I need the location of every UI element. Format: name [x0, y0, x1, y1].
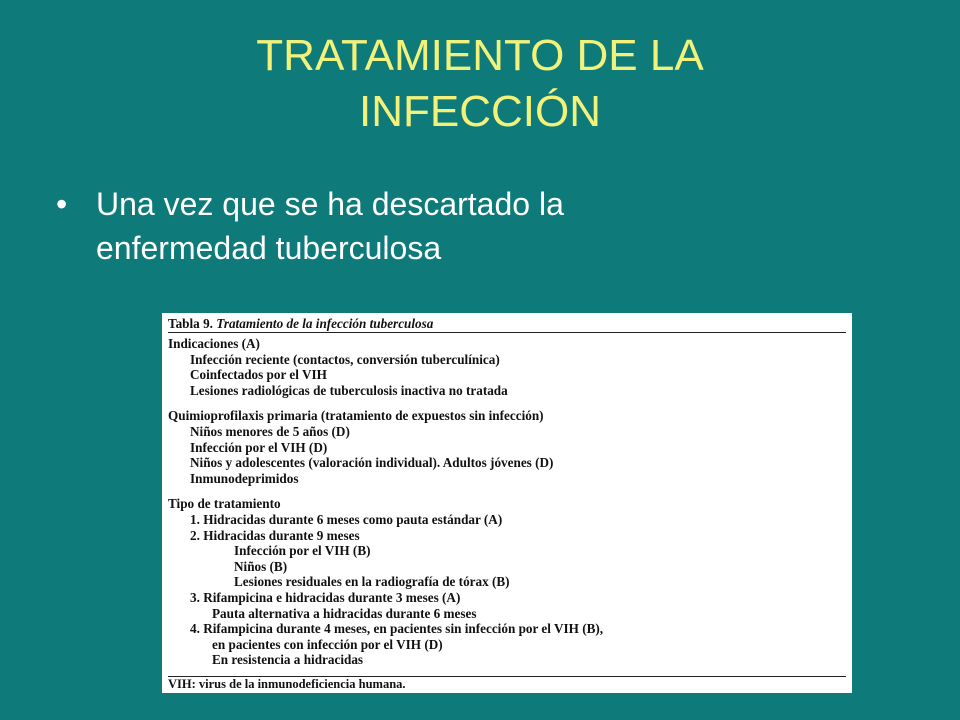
table-caption — [168, 316, 846, 333]
table-row: Lesiones radiológicas de tuberculosis inactiva no tratada — [190, 382, 508, 398]
table-row: Infección reciente (contactos, conversión tuberculínica) — [190, 351, 500, 367]
table-caption-text: Tratamiento de la infección tuberculosa — [216, 316, 434, 331]
table-section-heading: Quimioprofilaxis primaria (tratamiento de expuestos sin infección) — [168, 408, 544, 424]
table-row: Niños menores de 5 años (D) — [190, 423, 350, 439]
table-row: Niños (B) — [234, 558, 288, 574]
bullet-text-line-1: Una vez que se ha descartado la — [96, 186, 564, 222]
bullet-text — [96, 182, 796, 270]
table-row: Infección por el VIH (D) — [190, 439, 328, 455]
table-section-heading: Indicaciones (A) — [168, 336, 260, 351]
slide-title-line-2: INFECCIÓN — [359, 87, 601, 136]
table-row: Niños y adolescentes (valoración individual). Adultos jóvenes (D) — [190, 455, 554, 471]
table-row: 4. Rifampicina durante 4 meses, en pacientes sin infección por el VIH (B), — [190, 621, 604, 637]
table-row: Infección por el VIH (B) — [234, 543, 371, 559]
slide-title-line-1: TRATAMIENTO DE LA — [256, 31, 704, 80]
table-label: Tabla 9. — [168, 316, 213, 331]
bullet-icon: • — [56, 186, 68, 222]
section-gap — [168, 398, 846, 408]
table-row: Lesiones residuales en la radiografía de tórax (B) — [234, 574, 510, 590]
table-row: Inmunodeprimidos — [190, 470, 299, 486]
table-footnote: VIH: virus de la inmunodeficiencia humana. — [168, 676, 846, 691]
slide-title — [0, 28, 960, 140]
table-row: Pauta alternativa a hidracidas durante 6 meses — [212, 605, 477, 621]
table-row: 2. Hidracidas durante 9 meses — [190, 527, 360, 543]
table-row: Coinfectados por el VIH — [190, 367, 327, 383]
treatment-table-image — [162, 313, 852, 693]
table-section-heading: Tipo de tratamiento — [168, 496, 281, 512]
table-row: 3. Rifampicina e hidracidas durante 3 meses (A) — [190, 589, 461, 605]
table-row: en pacientes con infección por el VIH (D) — [212, 636, 443, 652]
section-gap — [168, 486, 846, 496]
table-body — [168, 333, 846, 668]
table-row: 1. Hidracidas durante 6 meses como pauta estándar (A) — [190, 511, 503, 527]
table-row: En resistencia a hidracidas — [212, 652, 364, 668]
bullet-text-line-2: enfermedad tuberculosa — [96, 230, 442, 266]
